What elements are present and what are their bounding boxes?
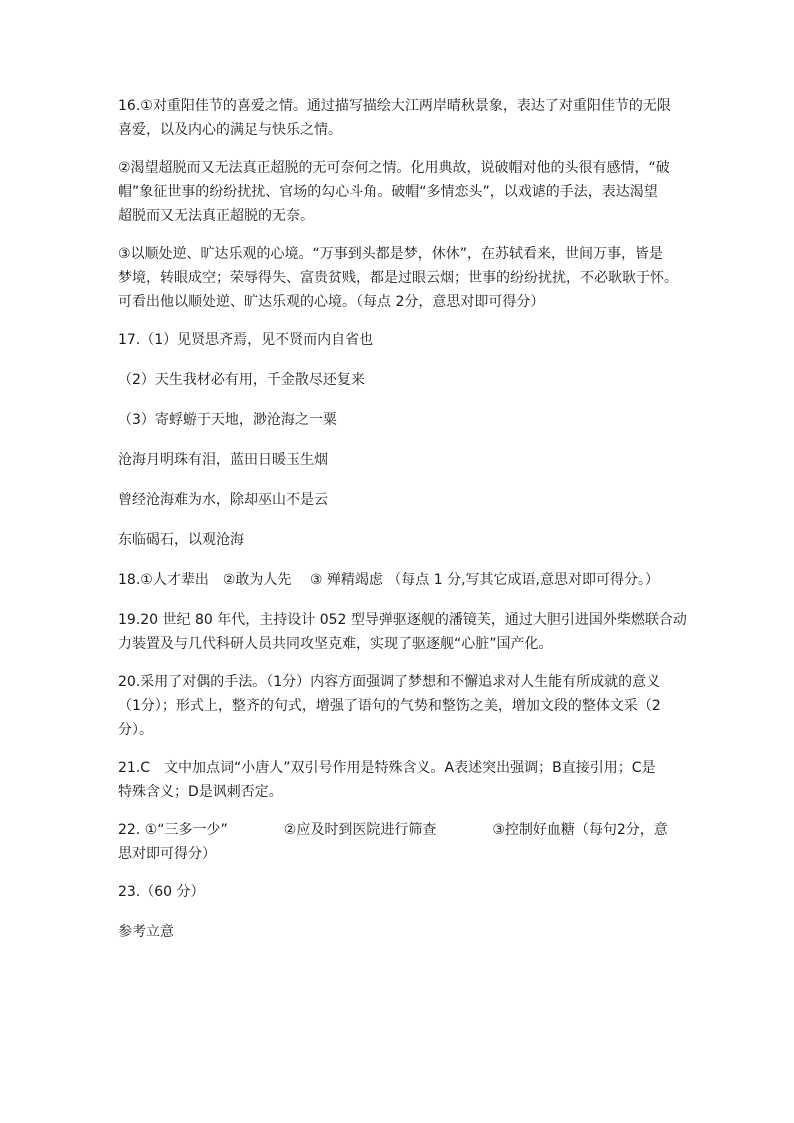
text-line: 23.（60 分） (118, 884, 205, 900)
text-line: 19.20 世纪 80 年代，主持设计 052 型导弹驱逐舰的潘镜芙，通过大胆引进国外柴燃联合动 (118, 612, 687, 628)
text-line: 17.（1）见贤思齐焉，见不贤而内自省也 (118, 332, 374, 348)
answer-18 (118, 568, 690, 592)
text-line: ②渴望超脱而又无法真正超脱的无可奈何之情。化用典故，说破帽对他的头很有感情，“破 (118, 160, 670, 176)
answer-16-part-1 (118, 94, 690, 142)
text-line: （1分）；形式上，整齐的句式，增强了语句的气势和整饬之美，增加文段的整体文采（2 (118, 698, 661, 714)
text-line: （2）天生我材必有用，千金散尽还复来 (118, 372, 365, 388)
text-line: 可看出他以顺处逆、旷达乐观的心境。（每点 2分，意思对即可得分） (118, 294, 545, 310)
text-line: 参考立意 (118, 924, 174, 940)
text-line: （3）寄蜉蝣于天地，渺沧海之一粟 (118, 412, 337, 428)
answer-17-item-2 (118, 368, 690, 392)
text-line: 帽”象征世事的纷纷扰扰、官场的勾心斗角。破帽“多情恋头”，以戏谑的手法，表达渴望 (118, 184, 658, 200)
text-line: 喜爱，以及内心的满足与快乐之情。 (118, 122, 342, 138)
text-line: 16.①对重阳佳节的喜爱之情。通过描写描绘大江两岸晴秋景象，表达了对重阳佳节的无限 (118, 98, 671, 114)
text-line: 分）。 (118, 722, 153, 738)
answer-23 (118, 880, 690, 904)
answer-17-item-1 (118, 328, 690, 352)
answer-16-part-3 (118, 242, 690, 314)
answer-21 (118, 756, 690, 804)
answer-17-item-4 (118, 448, 690, 472)
reference-heading (118, 920, 690, 944)
text-line: 18.①人才辈出 ②敢为人先 ③ 殚精竭虑 （每点 1 分,写其它成语,意思对即可得分。） (118, 572, 659, 588)
text-line: 20.采用了对偶的手法。（1分）内容方面强调了梦想和不懈追求对人生能有所成就的意义 (118, 674, 661, 690)
text-line: 梦境，转眼成空；荣辱得失、富贵贫贱，都是过眼云烟；世事的纷纷扰扰，不必耿耿于怀。 (118, 270, 678, 286)
answer-20 (118, 670, 690, 742)
text-line: 曾经沧海难为水，除却巫山不是云 (118, 492, 328, 508)
answer-19 (118, 608, 690, 656)
text-line: 力装置及与几代科研人员共同攻坚克难，实现了驱逐舰“心脏”国产化。 (118, 636, 553, 652)
text-line: 21.C 文中加点词“小唐人”双引号作用是特殊含义。A表述突出强调；B直接引用；C是 (118, 760, 656, 776)
answer-content (118, 94, 690, 960)
answer-17-item-3 (118, 408, 690, 432)
text-line: 特殊含义；D是讽刺否定。 (118, 784, 283, 800)
answer-17-item-5 (118, 488, 690, 512)
answer-17-item-6 (118, 528, 690, 552)
text-line: 超脱而又无法真正超脱的无奈。 (118, 208, 314, 224)
answer-22 (118, 818, 690, 866)
text-line: 东临碣石，以观沧海 (118, 532, 244, 548)
answer-16-part-2 (118, 156, 690, 228)
text-line: ③以顺处逆、旷达乐观的心境。“万事到头都是梦，休休”，在苏轼看来，世间万事，皆是 (118, 246, 664, 262)
text-line: 思对即可得分） (118, 846, 216, 862)
text-line: 22. ①“三多一少” ②应及时到医院进行筛查 ③控制好血糖（每句2分，意 (118, 822, 668, 838)
text-line: 沧海月明珠有泪，蓝田日暖玉生烟 (118, 452, 328, 468)
